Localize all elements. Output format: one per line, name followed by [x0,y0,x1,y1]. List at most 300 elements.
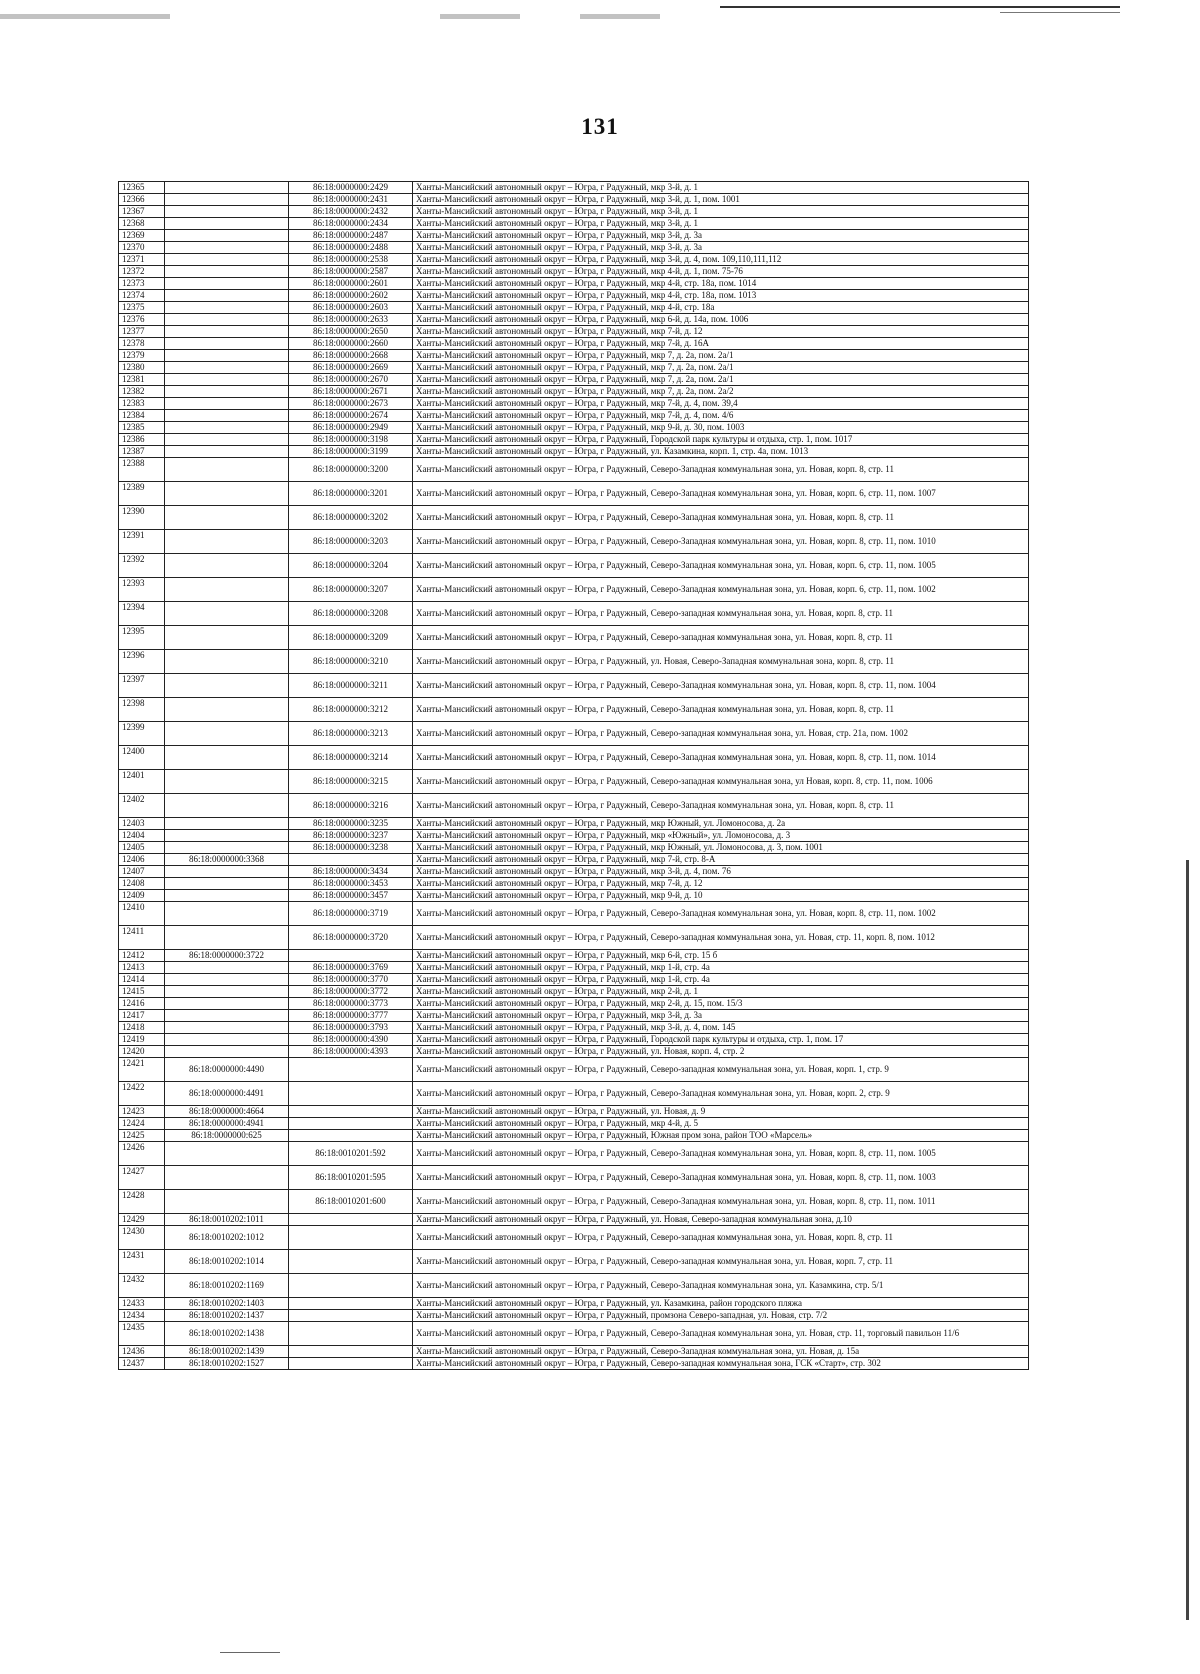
cadastral-number-cell [289,1274,413,1298]
cadastral-number-cell: 86:18:0000000:4390 [289,1034,413,1046]
row-number-cell: 12419 [119,1034,165,1046]
cadastral-number-cell: 86:18:0000000:3198 [289,434,413,446]
table-row [119,842,1029,854]
row-number-cell: 12428 [119,1190,165,1214]
address-cell: Ханты-Мансийский автономный округ – Югра, г Радужный, мкр 9-й, д. 10 [413,890,1029,902]
cadastral-number-cell [165,746,289,770]
table-row [119,314,1029,326]
address-cell: Ханты-Мансийский автономный округ – Югра, г Радужный, мкр 4-й, стр. 18а [413,302,1029,314]
row-number-cell: 12430 [119,1226,165,1250]
cadastral-number-cell [165,254,289,266]
address-cell: Ханты-Мансийский автономный округ – Югра, г Радужный, Северо-Западная коммунальная зона, ул. Новая, корп. 8, стр. 11, пом. 1005 [413,1142,1029,1166]
address-cell: Ханты-Мансийский автономный округ – Югра, г Радужный, мкр 9-й, д. 30, пом. 1003 [413,422,1029,434]
address-cell: Ханты-Мансийский автономный округ – Югра, г Радужный, Северо-Западная коммунальная зона, ул. Новая, корп. 8, стр. 11, пом. 1003 [413,1166,1029,1190]
address-cell: Ханты-Мансийский автономный округ – Югра, г Радужный, мкр 7, д. 2а, пом. 2а/1 [413,350,1029,362]
row-number-cell: 12366 [119,194,165,206]
table-row [119,902,1029,926]
cadastral-number-cell: 86:18:0000000:3200 [289,458,413,482]
row-number-cell: 12390 [119,506,165,530]
cadastral-number-cell: 86:18:0000000:2488 [289,242,413,254]
table-row [119,182,1029,194]
cadastral-number-cell [165,386,289,398]
table-row [119,1046,1029,1058]
row-number-cell: 12414 [119,974,165,986]
cadastral-number-cell: 86:18:0000000:625 [165,1130,289,1142]
row-number-cell: 12417 [119,1010,165,1022]
cadastral-number-cell: 86:18:0000000:2603 [289,302,413,314]
cadastral-number-cell [165,266,289,278]
cadastral-number-cell: 86:18:0000000:3719 [289,902,413,926]
row-number-cell: 12376 [119,314,165,326]
table-row [119,1106,1029,1118]
cadastral-number-cell: 86:18:0000000:3457 [289,890,413,902]
table-row [119,254,1029,266]
cadastral-number-cell [165,1166,289,1190]
row-number-cell: 12411 [119,926,165,950]
cadastral-number-cell: 86:18:0010201:592 [289,1142,413,1166]
cadastral-number-cell: 86:18:0000000:4941 [165,1118,289,1130]
cadastral-number-cell [165,482,289,506]
row-number-cell: 12434 [119,1310,165,1322]
table-row [119,398,1029,410]
cadastral-number-cell [165,698,289,722]
table-row [119,1358,1029,1370]
address-cell: Ханты-Мансийский автономный округ – Югра, г Радужный, мкр 4-й, стр. 18а, пом. 1014 [413,278,1029,290]
cadastral-number-cell [165,602,289,626]
row-number-cell: 12431 [119,1250,165,1274]
cadastral-number-cell [165,410,289,422]
cadastral-number-cell [165,506,289,530]
cadastral-number-cell: 86:18:0010202:1014 [165,1250,289,1274]
address-cell: Ханты-Мансийский автономный округ – Югра, г Радужный, Северо-Западная коммунальная зона, ул. Новая, корп. 2, стр. 9 [413,1082,1029,1106]
cadastral-number-cell [165,842,289,854]
cadastral-number-cell [165,1142,289,1166]
row-number-cell: 12418 [119,1022,165,1034]
address-cell: Ханты-Мансийский автономный округ – Югра, г Радужный, Северо-западная коммунальная зона, ул. Новая, корп. 7, стр. 11 [413,1250,1029,1274]
cadastral-number-cell [165,770,289,794]
cadastral-number-cell [165,194,289,206]
table-row [119,482,1029,506]
row-number-cell: 12371 [119,254,165,266]
table-row [119,722,1029,746]
row-number-cell: 12382 [119,386,165,398]
cadastral-number-cell: 86:18:0000000:2673 [289,398,413,410]
row-number-cell: 12421 [119,1058,165,1082]
address-cell: Ханты-Мансийский автономный округ – Югра, г Радужный, ул. Новая, д. 9 [413,1106,1029,1118]
address-cell: Ханты-Мансийский автономный округ – Югра, г Радужный, мкр 3-й, д. 1, пом. 1001 [413,194,1029,206]
cadastral-number-cell [165,974,289,986]
row-number-cell: 12410 [119,902,165,926]
cadastral-number-cell [165,326,289,338]
cadastral-number-cell: 86:18:0010202:1011 [165,1214,289,1226]
table-row [119,650,1029,674]
row-number-cell: 12367 [119,206,165,218]
cadastral-number-cell: 86:18:0000000:3237 [289,830,413,842]
cadastral-number-cell [289,1358,413,1370]
cadastral-number-cell: 86:18:0000000:3368 [165,854,289,866]
address-cell: Ханты-Мансийский автономный округ – Югра, г Радужный, Северо-западная коммунальная зона, ул. Новая, корп. 8, стр. 11 [413,626,1029,650]
address-cell: Ханты-Мансийский автономный округ – Югра, г Радужный, Северо-западная коммунальная зона, ул. Новая, корп. 8, стр. 11 [413,602,1029,626]
table-row [119,578,1029,602]
address-cell: Ханты-Мансийский автономный округ – Югра, г Радужный, мкр Южный, ул. Ломоносова, д. 3, пом. 1001 [413,842,1029,854]
cadastral-number-cell [165,446,289,458]
scan-edge-bar [1186,860,1189,1620]
table-row [119,1022,1029,1034]
address-cell: Ханты-Мансийский автономный округ – Югра, г Радужный, Северо-западная коммунальная зона, ул. Новая, корп. 8, стр. 11 [413,1226,1029,1250]
cadastral-number-cell [289,1298,413,1310]
cadastral-number-cell: 86:18:0000000:3202 [289,506,413,530]
cadastral-number-cell: 86:18:0000000:3216 [289,794,413,818]
table-row [119,974,1029,986]
row-number-cell: 12435 [119,1322,165,1346]
table-row [119,206,1029,218]
address-cell: Ханты-Мансийский автономный округ – Югра, г Радужный, мкр 3-й, д. 4, пом. 145 [413,1022,1029,1034]
table-row [119,506,1029,530]
row-number-cell: 12375 [119,302,165,314]
cadastral-number-cell: 86:18:0000000:2670 [289,374,413,386]
address-cell: Ханты-Мансийский автономный округ – Югра, г Радужный, мкр 3-й, д. 3а [413,1010,1029,1022]
address-cell: Ханты-Мансийский автономный округ – Югра, г Радужный, мкр 6-й, стр. 15 б [413,950,1029,962]
row-number-cell: 12389 [119,482,165,506]
cadastral-number-cell [289,950,413,962]
address-cell: Ханты-Мансийский автономный округ – Югра, г Радужный, мкр Южный, ул. Ломоносова, д. 2а [413,818,1029,830]
table-row [119,1058,1029,1082]
table-row [119,326,1029,338]
row-number-cell: 12416 [119,998,165,1010]
cadastral-number-cell: 86:18:0000000:2949 [289,422,413,434]
table-row [119,446,1029,458]
cadastral-number-cell: 86:18:0000000:2429 [289,182,413,194]
cadastral-number-cell: 86:18:0010202:1437 [165,1310,289,1322]
address-cell: Ханты-Мансийский автономный округ – Югра, г Радужный, Северо-Западная коммунальная зона, ул. Новая, корп. 6, стр. 11, пом. 1007 [413,482,1029,506]
address-cell: Ханты-Мансийский автономный округ – Югра, г Радужный, мкр 3-й, д. 1 [413,206,1029,218]
table-row [119,458,1029,482]
cadastral-number-cell: 86:18:0000000:3203 [289,530,413,554]
row-number-cell: 12413 [119,962,165,974]
table-row [119,434,1029,446]
table-row [119,386,1029,398]
cadastral-number-cell: 86:18:0000000:2669 [289,362,413,374]
cadastral-number-cell [165,926,289,950]
address-cell: Ханты-Мансийский автономный округ – Югра, г Радужный, Северо-западная коммунальная зона, ул. Новая, стр. 11, корп. 8, пом. 1012 [413,926,1029,950]
cadastral-number-cell: 86:18:0000000:2660 [289,338,413,350]
row-number-cell: 12408 [119,878,165,890]
address-cell: Ханты-Мансийский автономный округ – Югра, г Радужный, Северо-западная коммунальная зона, ул Новая, корп. 8, стр. 11, пом. 1006 [413,770,1029,794]
address-cell: Ханты-Мансийский автономный округ – Югра, г Радужный, мкр «Южный», ул. Ломоносова, д. 3 [413,830,1029,842]
address-cell: Ханты-Мансийский автономный округ – Югра, г Радужный, мкр 4-й, д. 5 [413,1118,1029,1130]
cadastral-number-cell: 86:18:0000000:2432 [289,206,413,218]
table-row [119,194,1029,206]
registry-body [119,182,1029,1370]
cadastral-number-cell [165,290,289,302]
table-row [119,1274,1029,1298]
row-number-cell: 12433 [119,1298,165,1310]
cadastral-number-cell: 86:18:0010201:595 [289,1166,413,1190]
address-cell: Ханты-Мансийский автономный округ – Югра, г Радужный, ул. Казамкина, район городского пляжа [413,1298,1029,1310]
cadastral-number-cell [289,854,413,866]
table-row [119,1346,1029,1358]
address-cell: Ханты-Мансийский автономный округ – Югра, г Радужный, ул. Казамкина, корп. 1, стр. 4а, пом. 1013 [413,446,1029,458]
cadastral-number-cell [165,242,289,254]
address-cell: Ханты-Мансийский автономный округ – Югра, г Радужный, Южная пром зона, район ТОО «Марсель» [413,1130,1029,1142]
cadastral-number-cell: 86:18:0000000:3720 [289,926,413,950]
table-row [119,962,1029,974]
cadastral-number-cell [165,578,289,602]
cadastral-number-cell [165,374,289,386]
cadastral-number-cell [165,1046,289,1058]
cadastral-number-cell [165,830,289,842]
table-row [119,1118,1029,1130]
cadastral-number-cell [165,218,289,230]
cadastral-number-cell: 86:18:0000000:3793 [289,1022,413,1034]
table-row [119,1190,1029,1214]
cadastral-number-cell: 86:18:0000000:3770 [289,974,413,986]
table-row [119,302,1029,314]
cadastral-number-cell [165,398,289,410]
table-row [119,794,1029,818]
cadastral-number-cell: 86:18:0000000:3204 [289,554,413,578]
address-cell: Ханты-Мансийский автономный округ – Югра, г Радужный, Северо-Западная коммунальная зона, ул. Новая, корп. 8, стр. 11, пом. 1011 [413,1190,1029,1214]
row-number-cell: 12397 [119,674,165,698]
table-row [119,1226,1029,1250]
table-row [119,602,1029,626]
cadastral-number-cell: 86:18:0000000:2650 [289,326,413,338]
table-row [119,1010,1029,1022]
address-cell: Ханты-Мансийский автономный округ – Югра, г Радужный, Северо-Западная коммунальная зона, ул. Новая, корп. 8, стр. 11 [413,458,1029,482]
table-row [119,338,1029,350]
table-row [119,854,1029,866]
table-row [119,374,1029,386]
row-number-cell: 12423 [119,1106,165,1118]
row-number-cell: 12415 [119,986,165,998]
table-row [119,830,1029,842]
table-row [119,926,1029,950]
cadastral-number-cell: 86:18:0000000:4491 [165,1082,289,1106]
cadastral-number-cell [289,1082,413,1106]
cadastral-number-cell: 86:18:0000000:3722 [165,950,289,962]
row-number-cell: 12426 [119,1142,165,1166]
table-row [119,1130,1029,1142]
address-cell: Ханты-Мансийский автономный округ – Югра, г Радужный, Городской парк культуры и отдыха, стр. 1, пом. 17 [413,1034,1029,1046]
row-number-cell: 12437 [119,1358,165,1370]
row-number-cell: 12412 [119,950,165,962]
cadastral-number-cell [289,1226,413,1250]
table-row [119,818,1029,830]
cadastral-number-cell [165,1190,289,1214]
cadastral-number-cell [289,1322,413,1346]
table-row [119,242,1029,254]
row-number-cell: 12409 [119,890,165,902]
address-cell: Ханты-Мансийский автономный округ – Югра, г Радужный, мкр 3-й, д. 3а [413,242,1029,254]
row-number-cell: 12392 [119,554,165,578]
row-number-cell: 12380 [119,362,165,374]
cadastral-number-cell [165,986,289,998]
row-number-cell: 12427 [119,1166,165,1190]
cadastral-number-cell [165,278,289,290]
address-cell: Ханты-Мансийский автономный округ – Югра, г Радужный, Северо-Западная коммунальная зона, ул. Новая, корп. 8, стр. 11 [413,698,1029,722]
row-number-cell: 12403 [119,818,165,830]
cadastral-number-cell [289,1346,413,1358]
row-number-cell: 12422 [119,1082,165,1106]
table-row [119,986,1029,998]
row-number-cell: 12396 [119,650,165,674]
cadastral-number-cell [165,722,289,746]
table-row [119,218,1029,230]
cadastral-number-cell: 86:18:0000000:3773 [289,998,413,1010]
address-cell: Ханты-Мансийский автономный округ – Югра, г Радужный, мкр 7-й, стр. 8-А [413,854,1029,866]
address-cell: Ханты-Мансийский автономный округ – Югра, г Радужный, Северо-западная коммунальная зона, ГСК «Старт», стр. 302 [413,1358,1029,1370]
table-row [119,290,1029,302]
cadastral-number-cell [289,1106,413,1118]
row-number-cell: 12420 [119,1046,165,1058]
table-row [119,1310,1029,1322]
cadastral-number-cell: 86:18:0000000:3215 [289,770,413,794]
table-row [119,422,1029,434]
cadastral-number-cell [165,890,289,902]
cadastral-number-cell [165,350,289,362]
address-cell: Ханты-Мансийский автономный округ – Югра, г Радужный, мкр 7-й, д. 12 [413,326,1029,338]
scan-artifact [580,14,660,19]
cadastral-number-cell: 86:18:0000000:3453 [289,878,413,890]
cadastral-number-cell [165,314,289,326]
cadastral-number-cell [165,530,289,554]
cadastral-number-cell: 86:18:0010202:1012 [165,1226,289,1250]
cadastral-number-cell: 86:18:0000000:3235 [289,818,413,830]
cadastral-number-cell [165,302,289,314]
cadastral-number-cell: 86:18:0000000:2487 [289,230,413,242]
cadastral-number-cell: 86:18:0000000:2431 [289,194,413,206]
address-cell: Ханты-Мансийский автономный округ – Югра, г Радужный, мкр 1-й, стр. 4а [413,974,1029,986]
registry-table [118,181,1029,1370]
page-number: 131 [581,114,619,139]
address-cell: Ханты-Мансийский автономный округ – Югра, г Радужный, мкр 7, д. 2а, пом. 2а/1 [413,374,1029,386]
row-number-cell: 12406 [119,854,165,866]
table-row [119,410,1029,422]
cadastral-number-cell [165,818,289,830]
address-cell: Ханты-Мансийский автономный округ – Югра, г Радужный, Северо-Западная коммунальная зона, ул. Новая, корп. 8, стр. 11, пом. 1014 [413,746,1029,770]
table-row [119,530,1029,554]
address-cell: Ханты-Мансийский автономный округ – Югра, г Радужный, Северо-Западная коммунальная зона, ул. Новая, корп. 8, стр. 11, пом. 1002 [413,902,1029,926]
address-cell: Ханты-Мансийский автономный округ – Югра, г Радужный, мкр 6-й, д. 14а, пом. 1006 [413,314,1029,326]
table-row [119,1166,1029,1190]
cadastral-number-cell [165,674,289,698]
cadastral-number-cell: 86:18:0000000:2633 [289,314,413,326]
row-number-cell: 12377 [119,326,165,338]
row-number-cell: 12407 [119,866,165,878]
cadastral-number-cell: 86:18:0000000:3769 [289,962,413,974]
table-row [119,1214,1029,1226]
row-number-cell: 12372 [119,266,165,278]
cadastral-number-cell: 86:18:0000000:4490 [165,1058,289,1082]
cadastral-number-cell: 86:18:0000000:3434 [289,866,413,878]
cadastral-number-cell: 86:18:0000000:3211 [289,674,413,698]
cadastral-number-cell [165,182,289,194]
table-row [119,698,1029,722]
row-number-cell: 12393 [119,578,165,602]
row-number-cell: 12368 [119,218,165,230]
address-cell: Ханты-Мансийский автономный округ – Югра, г Радужный, мкр 7, д. 2а, пом. 2а/2 [413,386,1029,398]
address-cell: Ханты-Мансийский автономный округ – Югра, г Радужный, Северо-Западная коммунальная зона, ул. Казамкина, стр. 5/1 [413,1274,1029,1298]
table-row [119,626,1029,650]
table-row [119,878,1029,890]
table-row [119,350,1029,362]
address-cell: Ханты-Мансийский автономный округ – Югра, г Радужный, мкр 7-й, д. 12 [413,878,1029,890]
cadastral-number-cell: 86:18:0000000:2671 [289,386,413,398]
address-cell: Ханты-Мансийский автономный округ – Югра, г Радужный, Северо-Западная коммунальная зона, ул. Новая, корп. 8, стр. 11 [413,794,1029,818]
cadastral-number-cell: 86:18:0000000:2587 [289,266,413,278]
address-cell: Ханты-Мансийский автономный округ – Югра, г Радужный, промзона Северо-западная, ул. Новая, стр. 7/2 [413,1310,1029,1322]
address-cell: Ханты-Мансийский автономный округ – Югра, г Радужный, мкр 4-й, д. 1, пом. 75-76 [413,266,1029,278]
cadastral-number-cell: 86:18:0000000:4393 [289,1046,413,1058]
scan-artifact [220,1652,280,1653]
row-number-cell: 12387 [119,446,165,458]
cadastral-number-cell [165,230,289,242]
cadastral-number-cell: 86:18:0000000:3212 [289,698,413,722]
cadastral-number-cell [165,650,289,674]
cadastral-number-cell [165,626,289,650]
address-cell: Ханты-Мансийский автономный округ – Югра, г Радужный, мкр 3-й, д. 4, пом. 109,110,111,112 [413,254,1029,266]
row-number-cell: 12436 [119,1346,165,1358]
row-number-cell: 12388 [119,458,165,482]
row-number-cell: 12370 [119,242,165,254]
cadastral-number-cell: 86:18:0000000:2602 [289,290,413,302]
address-cell: Ханты-Мансийский автономный округ – Югра, г Радужный, Северо-западная коммунальная зона, ул. Новая, стр. 21а, пом. 1002 [413,722,1029,746]
cadastral-number-cell: 86:18:0010202:1169 [165,1274,289,1298]
cadastral-number-cell: 86:18:0000000:3772 [289,986,413,998]
cadastral-number-cell: 86:18:0000000:3238 [289,842,413,854]
cadastral-number-cell: 86:18:0010202:1439 [165,1346,289,1358]
table-row [119,1298,1029,1310]
cadastral-number-cell [165,362,289,374]
cadastral-number-cell [289,1118,413,1130]
row-number-cell: 12365 [119,182,165,194]
scan-edge-line [720,6,1120,8]
cadastral-number-cell [165,902,289,926]
table-row [119,770,1029,794]
cadastral-number-cell [165,794,289,818]
cadastral-number-cell: 86:18:0000000:3214 [289,746,413,770]
address-cell: Ханты-Мансийский автономный округ – Югра, г Радужный, мкр 1-й, стр. 4а [413,962,1029,974]
row-number-cell: 12391 [119,530,165,554]
table-row [119,1034,1029,1046]
table-row [119,362,1029,374]
address-cell: Ханты-Мансийский автономный округ – Югра, г Радужный, мкр 3-й, д. 4, пом. 76 [413,866,1029,878]
row-number-cell: 12399 [119,722,165,746]
cadastral-number-cell [165,878,289,890]
table-row [119,890,1029,902]
row-number-cell: 12386 [119,434,165,446]
table-row [119,266,1029,278]
cadastral-number-cell: 86:18:0000000:3209 [289,626,413,650]
table-row [119,866,1029,878]
cadastral-number-cell [165,422,289,434]
row-number-cell: 12378 [119,338,165,350]
row-number-cell: 12432 [119,1274,165,1298]
address-cell: Ханты-Мансийский автономный округ – Югра, г Радужный, Северо-Западная коммунальная зона, ул. Новая, корп. 6, стр. 11, пом. 1002 [413,578,1029,602]
cadastral-number-cell [165,1034,289,1046]
cadastral-number-cell [165,1022,289,1034]
cadastral-number-cell: 86:18:0000000:3777 [289,1010,413,1022]
address-cell: Ханты-Мансийский автономный округ – Югра, г Радужный, мкр 2-й, д. 1 [413,986,1029,998]
cadastral-number-cell: 86:18:0010202:1438 [165,1322,289,1346]
address-cell: Ханты-Мансийский автономный округ – Югра, г Радужный, Северо-Западная коммунальная зона, ул. Новая, корп. 6, стр. 11, пом. 1005 [413,554,1029,578]
address-cell: Ханты-Мансийский автономный округ – Югра, г Радужный, ул. Новая, Северо-Западная коммунальная зона, корп. 8, стр. 11 [413,650,1029,674]
row-number-cell: 12425 [119,1130,165,1142]
cadastral-number-cell: 86:18:0000000:3208 [289,602,413,626]
address-cell: Ханты-Мансийский автономный округ – Югра, г Радужный, ул. Новая, корп. 4, стр. 2 [413,1046,1029,1058]
row-number-cell: 12374 [119,290,165,302]
cadastral-number-cell [289,1250,413,1274]
